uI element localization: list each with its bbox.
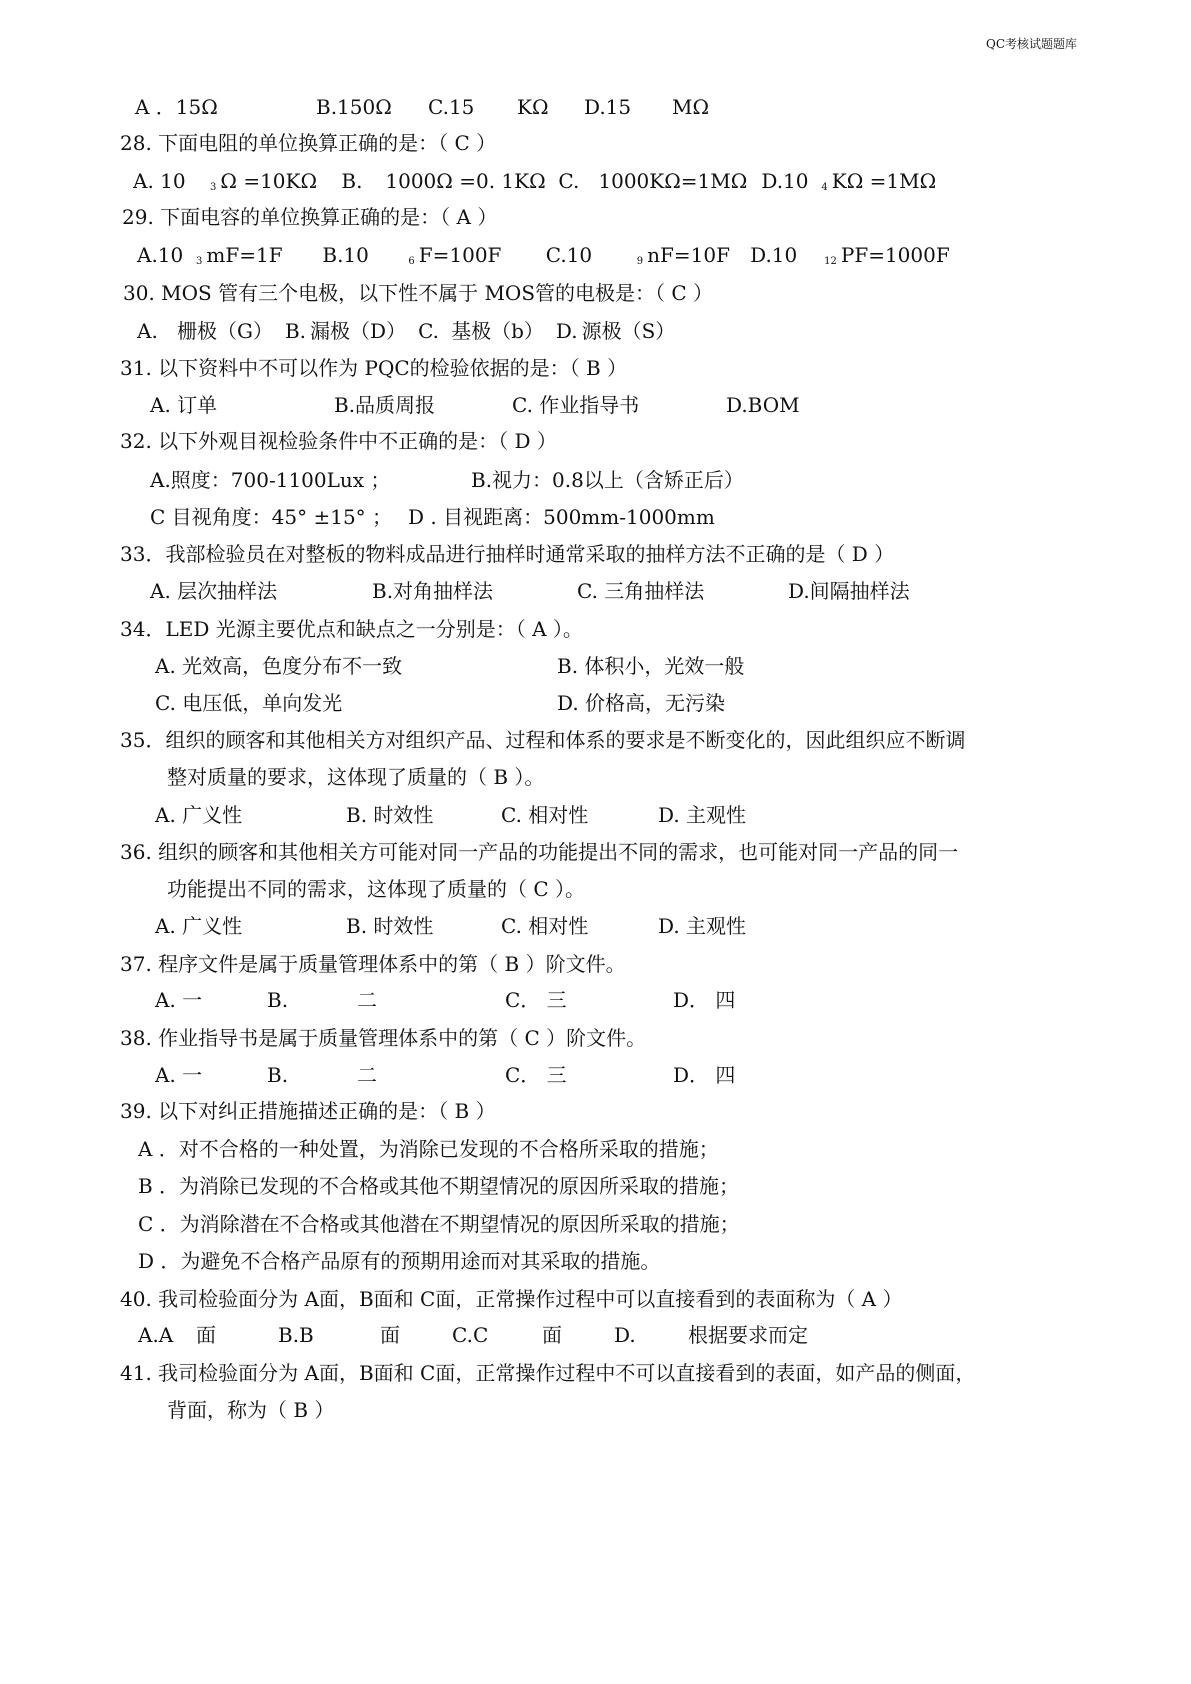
option-a: A. 层次抽样法 [150,579,278,603]
question-36: 36. 组织的顾客和其他相关方可能对同一产品的功能提出不同的需求，也可能对同一产品的同一 [120,840,959,864]
q36-options [155,916,746,936]
q31-options [150,395,800,415]
option-a-text: 栅极（G） [177,319,273,343]
option-d: D. 主观性 [658,914,747,938]
option-d: D． 四 [673,988,736,1012]
option-d: D. [614,1323,636,1347]
question-29: 29. 下面电容的单位换算正确的是：（ A ） [122,205,498,229]
option-d-text: 源极（S） [581,319,676,343]
option-a: A ．15Ω [135,95,218,119]
question-33: 33．我部检验员在对整板的物料成品进行抽样时通常采取的抽样方法不正确的是（ D ） [120,542,895,566]
option-a: A. 订单 [150,393,218,417]
option-d: D.间隔抽样法 [788,579,910,603]
exponent: 9 [636,256,644,267]
option-c: C． 三 [505,1063,567,1087]
question-37: 37. 程序文件是属于质量管理体系中的第（ B ）阶文件。 [120,952,626,976]
question-35-cont: 整对质量的要求，这体现了质量的（ B ）。 [167,765,545,789]
option-b: B. 时效性 [346,914,434,938]
option-c: C. [418,319,440,343]
option-d-text: KΩ =1MΩ [831,169,937,193]
option-d: D . 目视距离：500mm-1000mm [408,505,715,529]
question-30: 30. MOS 管有三个电极，以下性不属于 MOS管的电极是：（ C ） [123,281,714,305]
option-b: B. [284,319,307,343]
question-31: 31. 以下资料中不可以作为 PQC的检验依据的是：（ B ） [120,356,628,380]
option-c: C.10 [545,243,593,267]
option-c-text: 基极（b） [451,319,544,343]
question-38: 38. 作业指导书是属于质量管理体系中的第（ C ）阶文件。 [120,1026,647,1050]
option-c-text: 1000KΩ=1MΩ [598,169,748,193]
option-a: A.照度：700-1100Lux ； [150,468,391,492]
option-a: A.10 [137,243,184,267]
q28-options [133,171,936,191]
option-b-text: F=100F [418,243,502,267]
option-d: D.10 [761,169,809,193]
option-c: C ．为消除潜在不合格或其他潜在不期望情况的原因所采取的措施； [138,1212,740,1236]
option-b: B. [267,988,289,1012]
q40-options [138,1325,808,1345]
exponent: 4 [821,182,828,193]
option-d: D.15 [584,95,632,119]
option-a: A. 10 [133,169,186,193]
option-b: B ．为消除已发现的不合格或其他不期望情况的原因所采取的措施； [138,1174,740,1198]
question-28: 28. 下面电阻的单位换算正确的是：（ C ） [120,131,497,155]
option-d: D. 主观性 [658,803,747,827]
q33-options [150,581,910,601]
option-d: D． 四 [673,1063,736,1087]
option-d-text: 根据要求而定 [688,1323,808,1347]
q29-options [137,245,950,265]
option-a: A. 一 [155,1063,203,1087]
option-b: B.视力：0.8以上（含矫正后） [471,468,744,492]
option-c-text: 面 [542,1323,562,1347]
option-c: C. 相对性 [501,803,589,827]
option-c: C. 相对性 [501,914,589,938]
option-a: A. 光效高，色度分布不一致 [155,654,403,678]
option-c: C.C [452,1323,489,1347]
option-b: B.B [278,1323,314,1347]
option-b: B. [267,1063,289,1087]
option-a: A. [137,319,158,343]
option-c: C.15 [428,95,475,119]
option-d: D. 价格高，无污染 [557,691,726,715]
option-b: B. 时效性 [346,803,434,827]
option-c-unit: KΩ [517,95,549,119]
option-a-text: mF=1F [206,243,283,267]
option-a-text: Ω =10KΩ [220,169,318,193]
option-b: B. 体积小，光效一般 [557,654,745,678]
q27-options [135,97,709,117]
q34-options-row1 [155,656,744,676]
q38-options [155,1065,735,1085]
option-a-text: 面 [196,1323,216,1347]
question-36-cont: 功能提出不同的需求，这体现了质量的（ C ）。 [167,877,586,901]
exponent: 3 [196,256,203,267]
option-a: A ．对不合格的一种处置，为消除已发现的不合格所采取的措施； [138,1137,719,1161]
q30-options [137,321,675,341]
option-c: C． 三 [505,988,567,1012]
option-c: C. 电压低，单向发光 [155,691,343,715]
option-b-text: 二 [357,988,377,1012]
option-a: A.A [138,1323,174,1347]
option-a: A. 一 [155,988,203,1012]
question-39: 39. 以下对纠正措施描述正确的是：（ B ） [120,1099,496,1123]
question-34: 34．LED 光源主要优点和缺点之一分别是：（ A ）。 [120,617,583,641]
option-b-text: 漏极（D） [310,319,407,343]
q37-options [155,990,735,1010]
option-b: B.10 [322,243,369,267]
option-c: C. 三角抽样法 [577,579,705,603]
q35-options [155,805,746,825]
option-b-text: 面 [380,1323,400,1347]
page-header: QC考核试题题库 [986,37,1078,51]
question-35: 35．组织的顾客和其他相关方对组织产品、过程和体系的要求是不断变化的，因此组织应不断调 [120,728,966,752]
option-c: C 目视角度：45° ±15° ； [150,505,393,529]
option-d: D. [555,319,578,343]
option-b: B.150Ω [316,95,392,119]
question-40: 40. 我司检验面分为 A面，B面和 C面，正常操作过程中可以直接看到的表面称为（ A ） [120,1287,903,1311]
option-a: A. 广义性 [155,914,243,938]
option-d-text: PF=1000F [840,243,950,267]
option-c: C. [558,169,580,193]
option-d-unit: MΩ [672,95,710,119]
option-d: D.10 [750,243,798,267]
option-a: A. 广义性 [155,803,243,827]
option-c-text: nF=10F [647,243,730,267]
option-c: C. 作业指导书 [512,393,640,417]
exponent: 6 [408,256,415,267]
q34-options-row2 [155,693,725,713]
option-b: B.对角抽样法 [372,579,494,603]
question-41: 41. 我司检验面分为 A面，B面和 C面，正常操作过程中不可以直接看到的表面，如产品的侧面， [120,1361,976,1385]
option-b: B.品质周报 [334,393,436,417]
option-b-text: 1000Ω =0. 1KΩ [385,169,546,193]
question-41-cont: 背面，称为（ B ） [167,1398,335,1422]
option-d: D ．为避免不合格产品原有的预期用途而对其采取的措施。 [138,1249,661,1273]
option-b-text: 二 [357,1063,377,1087]
option-b: B. [341,169,363,193]
q32-options-row1 [150,470,744,490]
option-d: D.BOM [726,393,800,417]
question-32: 32. 以下外观目视检验条件中不正确的是：（ D ） [120,429,557,453]
exponent: 12 [824,256,837,267]
exponent: 3 [210,182,217,193]
q32-options-row2 [150,507,715,527]
